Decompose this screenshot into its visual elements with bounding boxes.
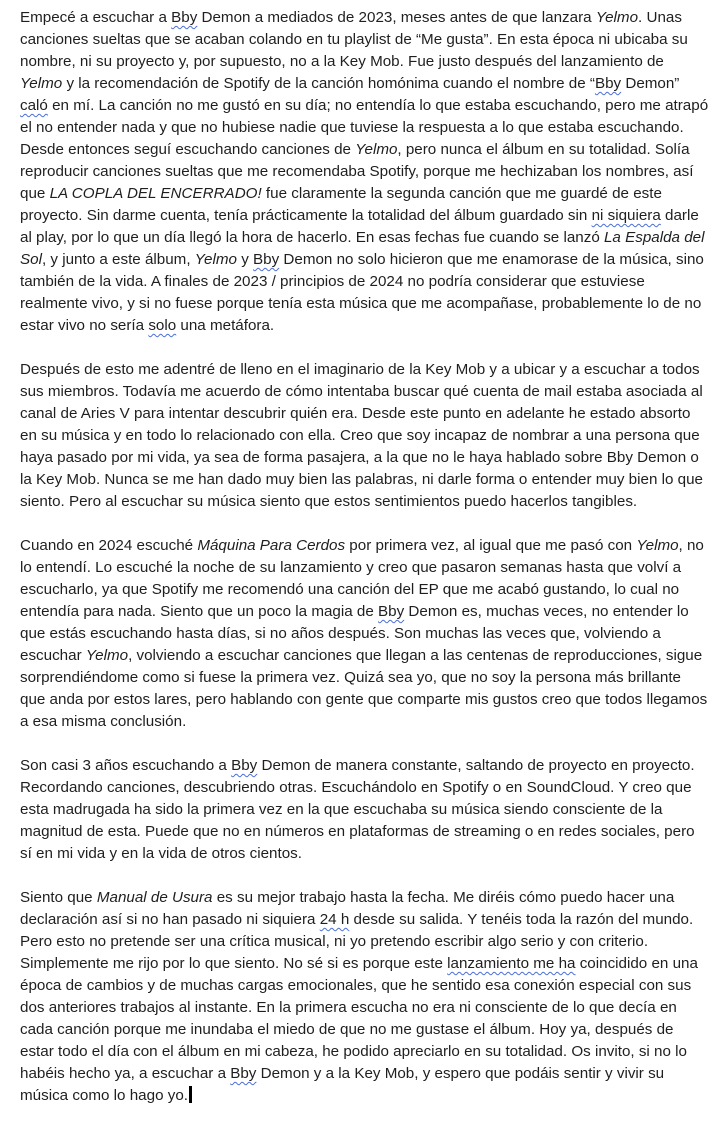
text-run: fue claramente la segunda canción que me guardé de este proyecto. Sin darme cuenta, tenía prácticamente la totalidad del álbum guardado sin bbox=[20, 185, 662, 224]
paragraph-3 bbox=[20, 535, 710, 733]
text-run: , y junto a este álbum, bbox=[41, 251, 195, 268]
text-run: Cuando en 2024 escuché bbox=[20, 537, 198, 554]
text-run: y la recomendación de Spotify de la canción homónima cuando el nombre de “ bbox=[62, 75, 595, 92]
text-run: . Unas canciones sueltas que se acaban colando en tu playlist de “Me gusta”. En esta época ni ubicaba su nombre, ni su proyecto y, por supuesto, no a la Key Mob. Fue justo después del lanzamiento de bbox=[20, 9, 688, 70]
italic-title: Yelmo bbox=[636, 537, 679, 554]
text-run: Demon no solo hicieron que me enamorase de la música, sino también de la vida. A finales de 2023 / principios de 2024 no podría considerar que estuviese realmente vivo, y si no fuese porque tenía esta música que me acompañase, probablemente lo de no estar vivo no sería bbox=[20, 251, 704, 334]
italic-title: Máquina Para Cerdos bbox=[197, 537, 346, 554]
text-run: Demon” bbox=[621, 75, 680, 92]
paragraph-5 bbox=[20, 887, 710, 1107]
text-cursor bbox=[189, 1086, 192, 1103]
text-run: Demon a mediados de 2023, meses antes de que lanzara bbox=[197, 9, 596, 26]
text-run: darle al play, por lo que un día llegó la hora de hacerlo. En esas fechas fue cuando se lanzó bbox=[20, 207, 699, 246]
spellcheck-flagged-word: Bby bbox=[594, 75, 622, 92]
text-run: es su mejor trabajo hasta la fecha. Me diréis cómo puedo hacer una declaración así si no han pasado ni siquiera bbox=[20, 889, 675, 928]
text-run: , no lo entendí. Lo escuché la noche de su lanzamiento y creo que pasaron semanas hasta que volví a escucharlo, ya que Spotify me recomendó una canción del EP que me acabó gustando, lo cual no entendía para nada. Siento que un poco la magia de bbox=[20, 537, 704, 620]
italic-title: Yelmo bbox=[595, 9, 639, 26]
italic-title: Yelmo bbox=[194, 251, 237, 268]
spellcheck-flagged-word: Bby bbox=[378, 603, 405, 620]
paragraph-4 bbox=[20, 755, 710, 865]
text-run: una metáfora. bbox=[176, 317, 275, 334]
spellcheck-flagged-word: lanzamiento me ha bbox=[447, 955, 576, 972]
spellcheck-flagged-word: caló bbox=[20, 97, 48, 114]
text-run: Demon es, muchas veces, no entender lo que estás escuchando hasta días, si no años después. Son muchas las veces que, volviendo a escuchar bbox=[20, 603, 689, 664]
spellcheck-flagged-word: 24 h bbox=[319, 911, 350, 928]
spellcheck-flagged-word: ni siquiera bbox=[591, 207, 661, 224]
text-run: Después de esto me adentré de lleno en el imaginario de la Key Mob y a ubicar y a escuchar a todos sus miembros. Todavía me acuerdo de cómo intentaba buscar qué cuenta de mail estaba asociada al canal de Aries V para intentar descubrir quién era. Desde este punto en adelante he estado absorto en su música y en todo lo relacionado con ella. Creo que soy incapaz de nombrar a una persona que haya pasado por mi vida, ya sea de forma pasajera, a la que no le haya hablado sobre Bby Demon o la Key Mob. Nunca se me han dado muy bien las palabras, ni darle forma o entender muy bien lo que siento. Pero al escuchar su música siento que estos sentimientos puedo hacerlos tangibles. bbox=[20, 361, 703, 510]
italic-title: Yelmo bbox=[20, 75, 63, 92]
text-run: Demon y a la Key Mob, y espero que podáis sentir y vivir su música como lo hago yo. bbox=[20, 1065, 665, 1104]
text-run: Empecé a escuchar a bbox=[20, 9, 172, 26]
spellcheck-flagged-word: Bby bbox=[171, 9, 198, 26]
text-run: por primera vez, al igual que me pasó con bbox=[345, 537, 637, 554]
italic-title: Yelmo bbox=[85, 647, 129, 664]
text-run: desde su salida. Y tenéis toda la razón del mundo. Pero esto no pretende ser una crítica musical, ni yo pretendo escribir algo serio y con criterio. Simplemente me rijo por lo que siento. No sé si es porque este bbox=[20, 911, 694, 972]
italic-title: Manual de Usura bbox=[96, 889, 213, 906]
spellcheck-flagged-word: solo bbox=[148, 317, 177, 334]
text-run: en mí. La canción no me gustó en su día; no entendía lo que estaba escuchando, pero me atrapó el no entender nada y que no hubiese nadie que tuviese la respuesta a lo que estaba escuchando. Desde entonces seguí escuchando canciones de bbox=[20, 97, 709, 158]
text-run: Siento que bbox=[20, 889, 97, 906]
document-body[interactable] bbox=[20, 7, 710, 1129]
text-run: , volviendo a escuchar canciones que llegan a las centenas de reproducciones, sigue sorprendiéndome como si fuese la primera vez. Quizá sea yo, que no soy la persona más brillante que anda por estos lares, pero hablando con gente que comparte mis gustos creo que todos llegamos a esa misma conclusión. bbox=[20, 647, 708, 730]
spellcheck-flagged-word: Bby bbox=[230, 1065, 257, 1082]
text-run: Son casi 3 años escuchando a bbox=[20, 757, 232, 774]
spellcheck-flagged-word: Bby bbox=[253, 251, 280, 268]
italic-title: Yelmo bbox=[355, 141, 398, 158]
text-run: Demon de manera constante, saltando de proyecto en proyecto. Recordando canciones, descubriendo otras. Escuchándolo en Spotify o en SoundCloud. Y creo que esta madrugada ha sido la primera vez en la que escuchaba su música siendo consciente de la magnitud de esta. Puede que no en números en plataformas de streaming o en redes sociales, pero sí en mi vida y en la vida de otros cientos. bbox=[20, 757, 695, 862]
italic-title: La Espalda del Sol bbox=[20, 229, 705, 268]
text-run: y bbox=[236, 251, 254, 268]
paragraph-1 bbox=[20, 7, 710, 337]
text-run: , pero nunca el álbum en su totalidad. Solía reproducir canciones sueltas que me recomendaba Spotify, porque me hechizaban los nombres, así que bbox=[20, 141, 694, 202]
spellcheck-flagged-word: Bby bbox=[231, 757, 258, 774]
text-run: coincidido en una época de cambios y de muchas cargas emocionales, que he sentido esa conexión especial con sus dos anteriores trabajos al instante. En la primera escucha no era ni consciente de lo que decía en cada canción porque me inundaba el miedo de que no me gustase el álbum. Hoy ya, después de estar todo el día con el álbum en mi cabeza, he podido apreciarlo en su totalidad. Os invito, si no lo habéis hecho ya, a escuchar a bbox=[20, 955, 698, 1082]
paragraph-2 bbox=[20, 359, 710, 513]
italic-title: LA COPLA DEL ENCERRADO! bbox=[49, 185, 262, 202]
